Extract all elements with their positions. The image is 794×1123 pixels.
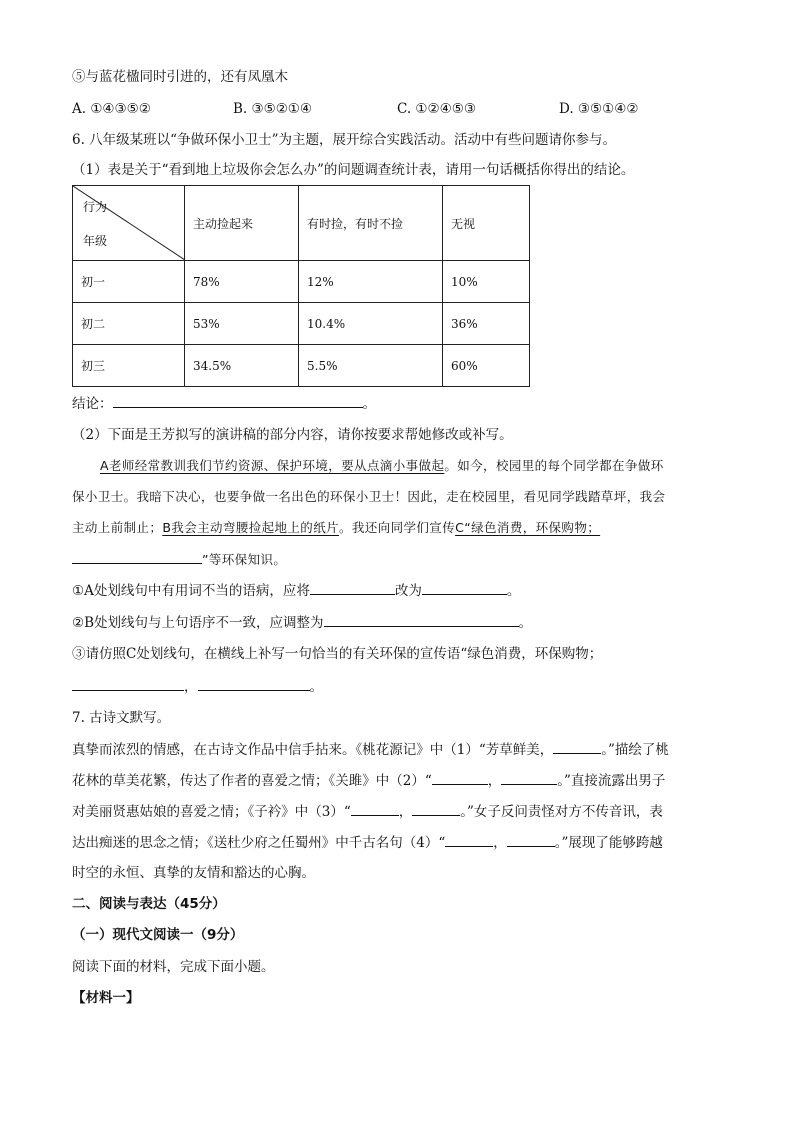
poem-blank-2a[interactable]: [432, 770, 488, 785]
reading-instruction: 阅读下面的材料，完成下面小题。: [72, 959, 275, 975]
corner-behavior-label: 行为: [83, 200, 108, 214]
speech-line-3-mid: 。我还向同学们宣传: [339, 520, 456, 535]
sub-question-3-blanks: [72, 676, 323, 697]
poem-blank-4a[interactable]: [445, 832, 493, 847]
section-2-title: 二、阅读与表达（45分）: [72, 896, 226, 912]
column-header: 无视: [443, 186, 530, 261]
speech-line-3-start: 主动上前制止；: [72, 520, 163, 535]
table-cell: 12%: [299, 261, 443, 303]
row-grade: 初三: [73, 345, 185, 387]
speech-b-underlined: B我会主动弯腰捡起地上的纸片: [162, 520, 339, 535]
column-header: 主动捡起来: [185, 186, 299, 261]
conclusion-blank[interactable]: [113, 393, 363, 408]
sub2-text-a: ②B处划线句与上句语序不一致，应调整为: [72, 615, 324, 631]
table-cell: 34.5%: [185, 345, 299, 387]
q7-line-1: [72, 739, 669, 760]
table-row: [73, 345, 530, 387]
q7-line3-comma: ，: [398, 804, 413, 820]
q7-line4-text-a: 达出痴迷的思念之情；《送杜少府之任蜀州》中千古名句（4）“: [72, 835, 446, 851]
sub3-end: 。: [309, 679, 323, 695]
option-c[interactable]: C. ①②④⑤③: [397, 101, 476, 117]
table-cell: 60%: [443, 345, 530, 387]
q6-part2: （2）下面是王芳拟写的演讲稿的部分内容，请你按要求帮她修改或补写。: [72, 427, 513, 443]
option-a[interactable]: A. ①④③⑤②: [72, 101, 151, 117]
q7-title: 7. 古诗文默写。: [72, 710, 171, 726]
sub1-blank-2[interactable]: [422, 580, 507, 595]
sub1-text-a: ①A处划线句中有用词不当的语病，应将: [72, 583, 310, 599]
conclusion-end: 。: [362, 396, 376, 412]
q7-line2-comma: ，: [487, 773, 502, 789]
speech-c-blank[interactable]: [72, 549, 202, 564]
speech-line-3: [72, 518, 600, 538]
speech-a-underlined: A老师经常教训我们节约资源、保护环境，要从点滴小事做起: [100, 458, 445, 473]
q7-line2-text-c: 。”直接流露出男子: [557, 773, 666, 789]
survey-table: [72, 185, 530, 387]
q7-line1-text-b: 。”描绘了桃: [601, 742, 669, 758]
q7-line3-text-c: 。”女子反问责怪对方不传音讯，表: [460, 804, 663, 820]
poem-blank-3a[interactable]: [351, 801, 399, 816]
speech-c-underlined: C“绿色消费，环保购物；: [455, 520, 601, 535]
material-one-label: 【材料一】: [72, 990, 140, 1006]
sub3-blank-1[interactable]: [72, 676, 184, 691]
speech-line-2: 保小卫士。我暗下决心，也要争做一名出色的环保小卫士！因此，走在校园里，看见同学践踏草坪，我会: [72, 489, 666, 504]
table-cell: 36%: [443, 303, 530, 345]
table-cell: 10.4%: [299, 303, 443, 345]
sub3-comma: ，: [184, 679, 198, 695]
sub1-blank-1[interactable]: [310, 580, 395, 595]
table-cell: 10%: [443, 261, 530, 303]
table-header-row: [73, 186, 530, 261]
table-cell: 5.5%: [299, 345, 443, 387]
speech-line-4-end: ”等环保知识。: [202, 552, 287, 567]
poem-blank-1[interactable]: [553, 739, 601, 754]
q7-line3-text-a: 对美丽贤惠姑娘的喜爱之情；《子衿》中（3）“: [72, 804, 351, 820]
sub-question-1: [72, 580, 520, 601]
q7-line-3: [72, 801, 663, 822]
corner-grade-label: 年级: [83, 234, 108, 248]
q7-line-4: [72, 832, 663, 853]
row-grade: 初二: [73, 303, 185, 345]
table-row: [73, 303, 530, 345]
conclusion-label: 结论：: [72, 396, 113, 412]
table-cell: 78%: [185, 261, 299, 303]
table-cell: 53%: [185, 303, 299, 345]
speech-a-rest: 。如今，校园里的每个同学都在争做环: [444, 458, 664, 473]
sub1-text-b: 改为: [394, 583, 422, 599]
option-b[interactable]: B. ③⑤②①④: [233, 101, 313, 117]
column-header: 有时捡，有时不捡: [299, 186, 443, 261]
sub2-text-b: 。: [518, 615, 533, 631]
table-row: [73, 261, 530, 303]
speech-line-4: [72, 549, 286, 570]
poem-blank-4b[interactable]: [507, 832, 555, 847]
sub-question-3: ③请仿照C处划线句，在横线上补写一句恰当的有关环保的宣传语“绿色消费，环保购物；: [72, 646, 603, 662]
poem-blank-2b[interactable]: [501, 770, 557, 785]
speech-line-1: [100, 456, 664, 476]
poem-blank-3b[interactable]: [412, 801, 460, 816]
q7-line-2: [72, 770, 665, 791]
q6-intro: 6. 八年级某班以“争做环保小卫士”为主题，展开综合实践活动。活动中有些问题请你参与。: [72, 132, 616, 148]
q7-line-5: 时空的永恒、真挚的友情和豁达的心胸。: [72, 865, 315, 881]
sub2-blank[interactable]: [324, 612, 519, 627]
q7-line4-comma: ，: [493, 835, 507, 851]
table-corner-cell: [73, 186, 185, 261]
sub1-text-c: 。: [506, 583, 521, 599]
conclusion-line: [72, 393, 376, 414]
option-d[interactable]: D. ③⑤①④②: [559, 101, 639, 117]
sub3-blank-2[interactable]: [198, 676, 310, 691]
q5-options: [72, 99, 722, 119]
sub-question-2: [72, 612, 532, 633]
q7-line1-text-a: 真挚而浓烈的情感，在古诗文作品中信手拈来。《桃花源记》中（1）“芳草鲜美，: [72, 742, 554, 758]
q7-line4-text-c: 。”展现了能够跨越: [554, 835, 663, 851]
q6-part1: （1）表是关于“看到地上垃圾你会怎么办”的问题调查统计表，请用一句话概括你得出的结论。: [72, 162, 635, 178]
section-2-subtitle: （一）现代文阅读一（9分）: [72, 927, 244, 943]
row-grade: 初一: [73, 261, 185, 303]
q5-item5: ⑤与蓝花楹同时引进的，还有凤凰木: [72, 69, 288, 85]
q7-line2-text-a: 花林的草美花繁，传达了作者的喜爱之情；《关雎》中（2）“: [72, 773, 432, 789]
